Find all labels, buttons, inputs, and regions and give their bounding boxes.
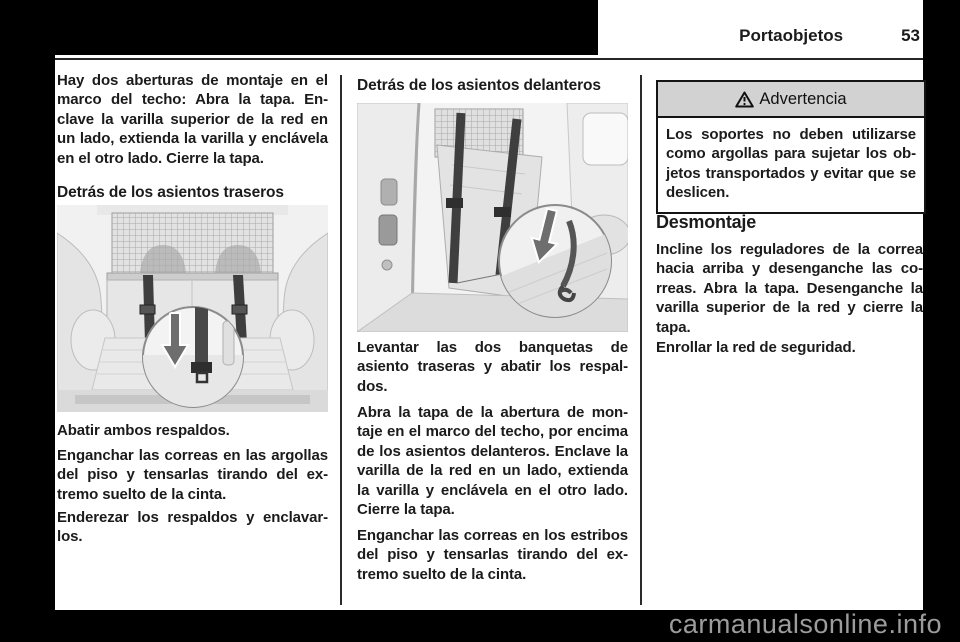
paragraph: [57, 446, 328, 504]
text-line: Los soportes no deben utilizarse: [666, 126, 916, 143]
page-number: 53: [901, 26, 920, 45]
paragraph: [57, 421, 328, 440]
text-line: rreas. Abra la tapa. Desenganche la: [656, 279, 923, 297]
section-heading-desmontaje: Desmontaje: [656, 212, 757, 232]
text-line: Enrollar la red de seguridad.: [656, 339, 856, 356]
text-line: un lado, extienda la varilla y enclávela: [57, 130, 328, 148]
text-line: en el otro lado. Cierre la tapa.: [57, 149, 264, 167]
chapter-title: Portaobjetos: [739, 26, 844, 45]
section-heading: Detrás de los asientos delanteros: [357, 77, 601, 94]
text-line: varilla de la red en un lado, extienda: [357, 462, 628, 480]
text-line: Cierre la tapa.: [357, 501, 455, 519]
text-line: los.: [57, 528, 83, 546]
text-line: la varilla y enclávela en el otro lado.: [357, 481, 628, 499]
text-line: marco del techo: Abra la tapa. En-: [57, 91, 328, 109]
text-line: como argollas para sujetar los ob-: [666, 145, 916, 163]
text-line: tapa.: [656, 318, 691, 336]
watermark: carmanualsonline.info: [668, 609, 942, 639]
paragraph: [357, 526, 628, 584]
text-line: clave la varilla superior de la red en: [57, 110, 328, 128]
text-line: deslicen.: [666, 184, 730, 202]
page-header: [739, 26, 920, 46]
behind-rear-seats-figure: [57, 205, 328, 412]
text-line: Enganchar las correas en las argollas: [57, 447, 328, 464]
text-line: dos.: [357, 377, 388, 395]
warning-body: [658, 118, 924, 212]
text-line: del piso y tensarlas tirando del ex-: [57, 466, 328, 484]
text-line: Enganchar las correas en los estribos: [357, 527, 628, 544]
warning-title: Advertencia: [759, 89, 847, 108]
text-line: Enderezar los respaldos y enclavar-: [57, 509, 328, 526]
paragraph: [57, 71, 328, 168]
paragraph: [57, 508, 328, 547]
text-line: varilla superior de la red y cierre la: [656, 299, 923, 317]
text-line: hacia arriba y desenganche las co-: [656, 260, 923, 278]
paragraph: [357, 403, 628, 519]
warning-box: [656, 80, 926, 214]
illustration-cargo-net-behind-front-seats: [357, 103, 628, 332]
illustration-cargo-net-behind-rear-seats: [57, 205, 328, 412]
text-line: Levantar las dos banquetas de: [357, 339, 628, 356]
column-divider: [640, 75, 642, 605]
warning-triangle-icon: [735, 91, 754, 108]
text-line: Hay dos aberturas de montaje en el: [57, 72, 328, 89]
text-line: asiento traseras y abatir los respal-: [357, 358, 628, 376]
column-divider: [340, 75, 342, 605]
manual-page: [55, 0, 923, 610]
text-line: tremo suelto de la cinta.: [357, 565, 527, 583]
text-line: de los asientos delanteros. Enclave la: [357, 442, 628, 460]
header-rule: [55, 58, 923, 60]
paragraph: [357, 338, 628, 396]
behind-front-seats-figure: [357, 103, 628, 332]
text-line: taje en el marco del techo, por encima: [357, 423, 628, 441]
top-crop-mask: [55, 0, 598, 55]
text-line: jetos transportados y evitar que se: [666, 164, 916, 182]
text-line: del piso y tensarlas tirando del ex-: [357, 546, 628, 564]
text-line: Abra la tapa de la abertura de mon-: [357, 404, 628, 421]
text-line: tremo suelto de la cinta.: [57, 485, 227, 503]
warning-title-bar: [658, 82, 924, 118]
paragraph: [656, 338, 923, 357]
paragraph: [656, 240, 923, 337]
text-line: Incline los reguladores de la correa: [656, 241, 923, 258]
text-line: Abatir ambos respaldos.: [57, 422, 230, 439]
section-heading: Detrás de los asientos traseros: [57, 184, 284, 201]
